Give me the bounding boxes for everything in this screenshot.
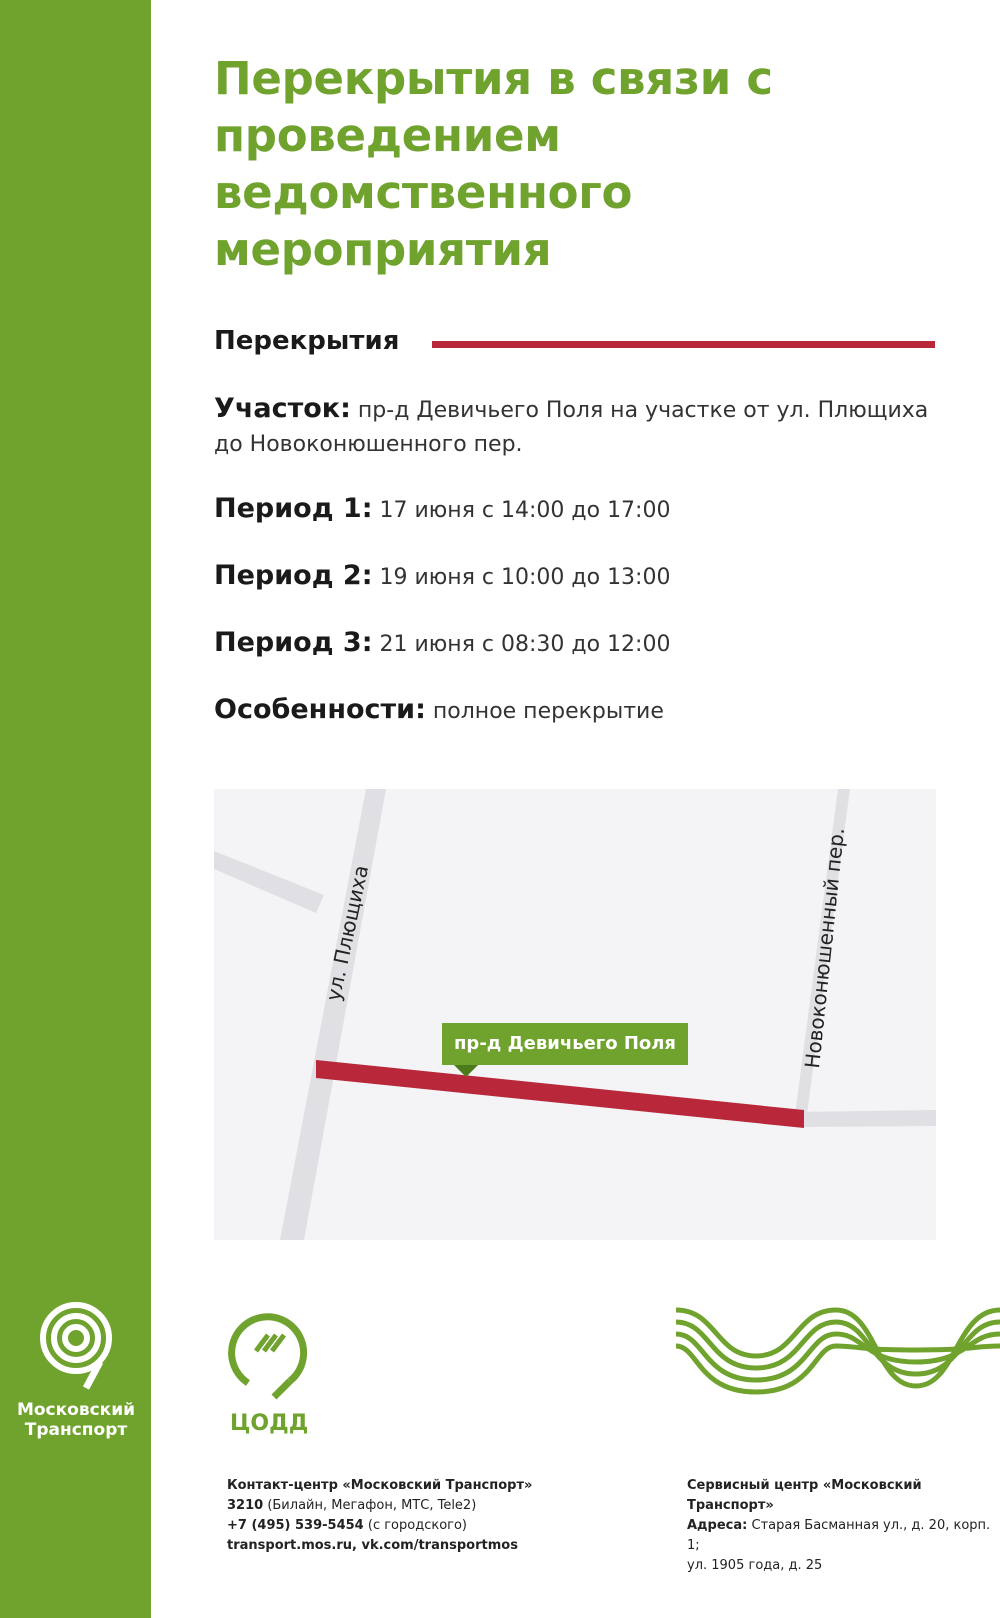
detail-area [214,392,954,462]
title-line-1: Перекрытия в связи с [214,52,773,105]
contact-center-block [227,1476,532,1556]
closure-map [214,789,936,1240]
title-line-2: проведением [214,109,561,162]
green-sidebar [0,0,151,1618]
service-center-title: Сервисный центр «Московский Транспорт» [687,1478,922,1513]
detail-period-2 [214,559,954,595]
section-divider [432,341,935,348]
codd-name: ЦОДД [230,1411,309,1436]
moscow-transport-logo [14,1300,138,1440]
detail-label: Особенности: [214,694,426,725]
road-east [794,1110,936,1127]
service-center-block [687,1476,1000,1576]
codd-logo [226,1305,316,1436]
logo-name-line-1: Московский [16,1400,136,1420]
mos-logo-icon [676,1306,1000,1398]
closed-road-segment [316,1060,804,1128]
address-label: Адреса: [687,1518,748,1533]
street-label-pluschikha: ул. Плющиха [321,863,374,1003]
short-phone: 3210 [227,1498,264,1513]
road-tag-pointer [454,1065,478,1077]
detail-label: Период 2: [214,560,373,591]
contact-links: transport.mos.ru, vk.com/transportmos [227,1538,518,1553]
detail-label: Участок: [214,393,351,424]
codd-icon [226,1305,312,1401]
street-label-novokonyush: Новоконюшенный пер. [800,826,850,1070]
title-line-3: ведомственного [214,166,633,219]
long-phone: +7 (495) 539-5454 [227,1518,364,1533]
detail-label: Период 1: [214,493,373,524]
detail-value: 17 июня с 14:00 до 17:00 [379,498,671,523]
address-line-2: ул. 1905 года, д. 25 [687,1558,823,1573]
short-phone-note: (Билайн, Мегафон, МТС, Tele2) [263,1498,477,1513]
page-title [214,50,974,278]
detail-features [214,693,954,729]
contact-center-title: Контакт-центр «Московский Транспорт» [227,1478,533,1493]
detail-period-1 [214,492,954,528]
detail-value: полное перекрытие [432,699,664,724]
road-pluschikha [280,789,386,1240]
long-phone-note: (с городского) [363,1518,468,1533]
detail-value: пр-д Девичьего Поля на участке от ул. Плющиха до Новоконюшенного пер. [214,398,929,457]
address-line-1: Старая Басманная ул., д. 20, корп. 1; [687,1518,991,1553]
title-line-4: мероприятия [214,223,552,276]
transport-nine-icon [36,1300,116,1390]
side-road [214,851,324,913]
section-heading: Перекрытия [214,326,400,356]
logo-name-line-2: Транспорт [24,1420,128,1440]
moscow-transport-name [14,1400,138,1440]
detail-label: Период 3: [214,627,373,658]
detail-value: 19 июня с 10:00 до 13:00 [379,565,671,590]
detail-period-3 [214,626,954,662]
detail-value: 21 июня с 08:30 до 12:00 [379,632,671,657]
closed-road-tag: пр-д Девичьего Поля [442,1023,688,1065]
